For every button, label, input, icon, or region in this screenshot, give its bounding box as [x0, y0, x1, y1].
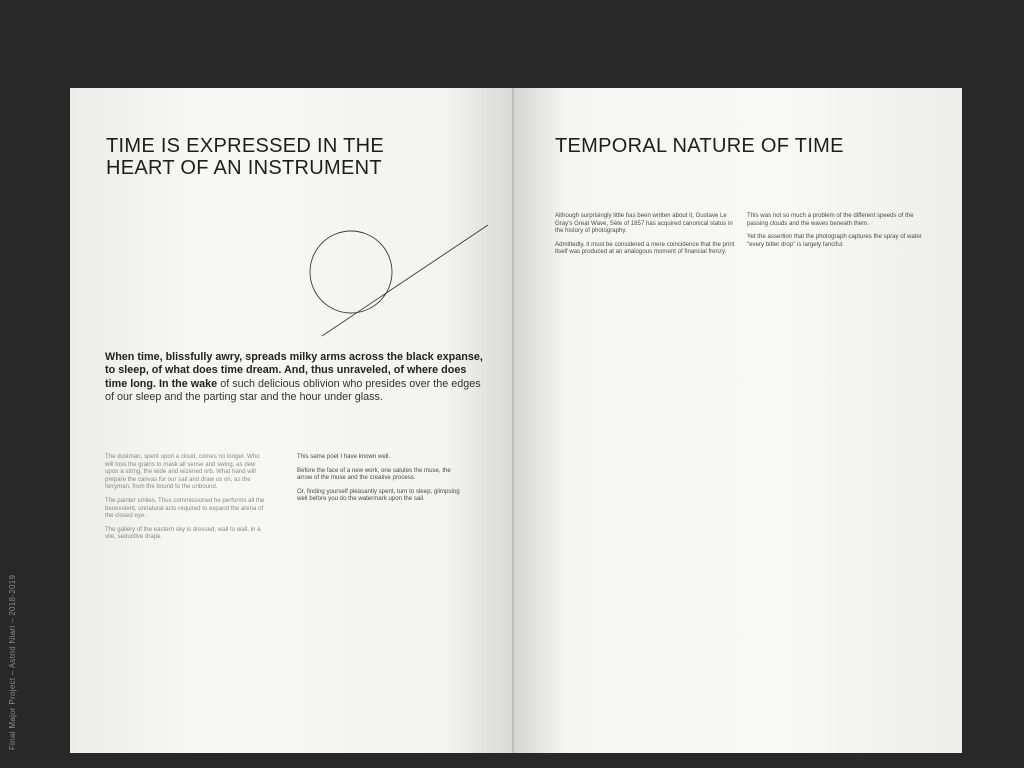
left-col2-para-3: Or, finding yourself pleasantly spent, turn to sleep, glimpsing well before you do the watermark upon the sail. [297, 487, 460, 503]
right-column-1 [555, 212, 735, 262]
lead-soft: of such delicious oblivion who presides over the edges of our sleep and the parting star and the hour under glass. [105, 377, 481, 404]
left-column-1 [105, 453, 265, 547]
right-col2-para-1: This was not so much a problem of the different speeds of the passing clouds and the waves beneath them. [747, 212, 914, 227]
left-page [70, 88, 512, 753]
right-page-title: TEMPORAL NATURE OF TIME [555, 135, 844, 158]
lead-paragraph [105, 351, 485, 405]
right-page [514, 88, 962, 753]
left-page-title: TIME IS EXPRESSED IN THE HEART OF AN INSTRUMENT [106, 135, 385, 180]
left-col2-para-1: This same poet I have known well. [297, 453, 391, 460]
right-col1-para-1: Although surprisingly little has been written about it, Gustave Le Gray's Great Wave, Sète of 1857 has acquired canonical status in the history of photography. [555, 212, 733, 235]
spine-caption: Final Major Project – Astrid Niari – 2018-2019 [8, 574, 17, 750]
left-column-2 [297, 453, 467, 509]
right-col1-para-2: Admittedly, it must be considered a mere coincidence that the print itself was produced at an analogous moment of financial frenzy. [555, 240, 735, 256]
left-col1-para-3: The gallery of the eastern sky is dressed, wall to wall, in a vile, seductive drape. [105, 525, 261, 541]
left-col1-para-2: The painter smiles. Thus commissioned he performs all the benevolent, unnatural acts required to expand the arena of the closed eye. [105, 496, 265, 520]
left-col1-para-1: The dustman, spent upon a cloud, comes no longer. Who will toss the grains to mask all sense and swing, as dew upon a string, the wide and wizened orb. What hand will prepare the canvas for our sail and draw us on, as the ferryman, from the bound to the unbound. [105, 453, 260, 491]
lead-strong: When time, blissfully awry, spreads milky arms across the black expanse, to sleep, of what does time dream. And, thus unraveled, of where does time long. In the wake [105, 351, 483, 390]
left-col2-para-2: Before the face of a new work, one salutes the muse, the arrow of the muse and the creative process. [297, 466, 451, 482]
right-col2-para-2: Yet the assertion that the photograph captures the spray of water "every bitter drop" is largely fanciful. [747, 233, 922, 248]
right-column-2 [747, 212, 932, 254]
